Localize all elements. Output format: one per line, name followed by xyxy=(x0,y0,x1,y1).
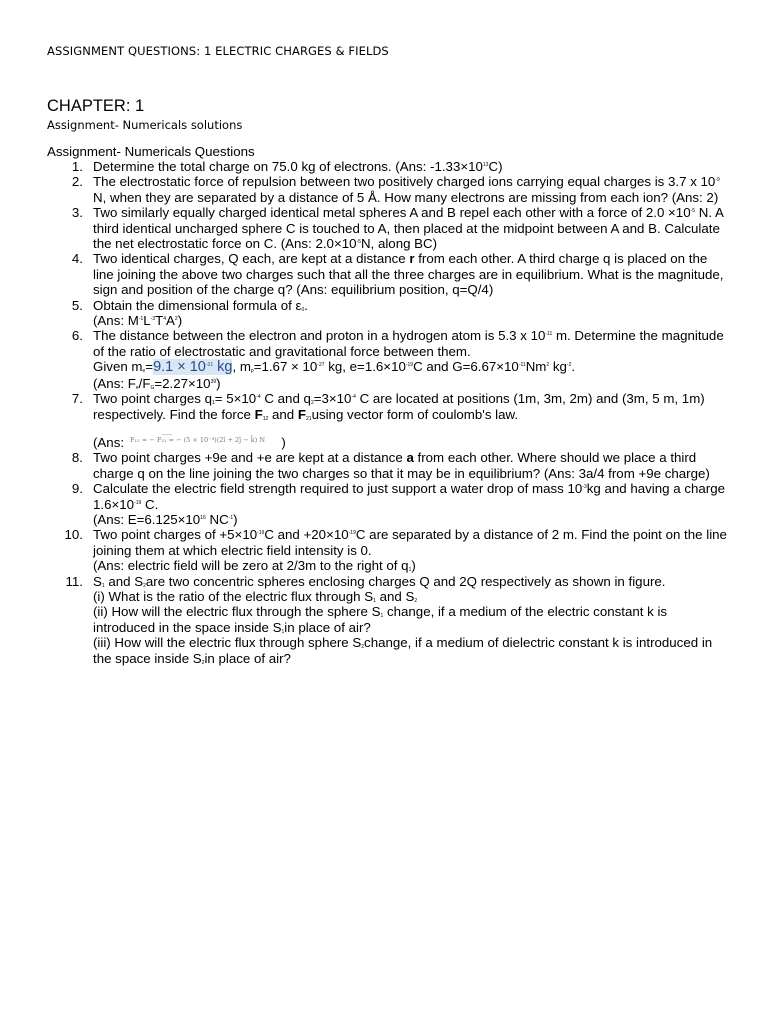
question-8: 8. Two point charges +9e and +e are kept at a distance a from each other. Where should we place a third charge q on the line joining the two charges so that it may be in equilibrium? (Ans: 3a/4 from +9e charge) xyxy=(47,450,727,481)
chapter-title: CHAPTER: 1 xyxy=(47,97,145,115)
question-6: 6. The distance between the electron and proton in a hydrogen atom is 5.3 x $10^{-11}$ m. Determine the magnitude of the ratio of electrostatic and gravitational force between them. Given $m_e=9.1 \times 10^{-31}$ kg, $m_p=1.67 \times 10^{-27}$ kg, $e=1.6\times 10^{-19}C$ and $G=6.67\times 10^{-11}Nm^2$ $kg^{-2}$. (Ans: $F_e/F_G=2.27\times 10^{39}$) xyxy=(47,328,727,391)
sub-question-iii: (iii) How will the electric flux through sphere $S_2change$, if a medium of dielectric constant k is introduced in the space inside $S_2in$ place of air? xyxy=(93,635,713,666)
question-number: 1. xyxy=(71,159,83,174)
subtitle: Assignment- Numericals solutions xyxy=(47,118,243,132)
question-number: 5. xyxy=(71,297,83,313)
given-values: Given $m_e=9.1 \times 10^{-31}$ kg, $m_p=1.67 \times 10^{-27}$ kg, $e=1.6\times 10^{-19}C$ and $G=6.67\times 10^{-11}Nm^2$ $kg^{-2}$. xyxy=(93,359,576,376)
answer: (Ans: electric field will be zero at 2/3m to the right of $q_1$) xyxy=(93,558,416,574)
question-1: 1. Determine the total charge on 75.0 kg of electrons. (Ans: $-1.33\times 10^{13}C$) xyxy=(47,159,727,174)
question-5: 5. Obtain the dimensional formula of $\varepsilon_0$. (Ans: $M^{-1}L^{-3}T^4A^2$) xyxy=(47,298,727,329)
question-number: 3. xyxy=(71,205,83,221)
section-heading: Assignment- Numericals Questions xyxy=(47,144,255,159)
question-3: 3. Two similarly equally charged identical metal spheres A and B repel each other with a force of $2.0 \times 10^{-5}$ N. A third identical uncharged sphere C is touched to A, then placed at the midpoint between A and B. Calculate the net electrostatic force on C. (Ans: $2.0\times 10^{-5}N$, along BC) xyxy=(47,205,727,251)
question-number: 8. xyxy=(71,450,83,466)
question-number: 7. xyxy=(71,391,83,407)
answer: (Ans: $F_e/F_G=2.27\times 10^{39}$) xyxy=(93,375,221,391)
question-10: 10. Two point charges of $+5\times 10^{-19}C$ and $+20\times 10^{-19}C$ are separated by a distance of 2 m. Find the point on the line joining them at which electric field intensity is 0. (Ans: electric field will be zero at 2/3m to the right of $q_1$) xyxy=(47,527,727,573)
sub-question-i: (i) What is the ratio of the electric flux through $S_1$ and $S_2$ xyxy=(93,588,418,604)
question-number: 2. xyxy=(71,174,83,190)
highlighted-text: $9.1 \times 10^{-31}$ kg xyxy=(153,359,233,376)
question-number: 4. xyxy=(71,251,83,267)
page-header: ASSIGNMENT QUESTIONS: 1 ELECTRIC CHARGES & FIELDS xyxy=(47,44,389,58)
question-number: 11. xyxy=(65,573,83,589)
answer: (Ans: $M^{-1}L^{-3}T^4A^2$) xyxy=(93,313,183,329)
question-list xyxy=(47,159,727,666)
question-7: 7. Two point charges $q_1= 5\times 10^{-4}$ C and $q_2=3\times 10^{-4}$ C are located at positions (1m, 3m, 2m) and (3m, 5 m, 1m) respectively. Find the force $F_{12}$ and $F_{21}using$ vector form of coulomb's law. (Ans: F₁₂ = − F₂₁ = − (5 × 10⁻³)(2î + 2ĵ − k̂) N ) xyxy=(47,391,727,450)
question-number: 10. xyxy=(64,527,83,543)
sub-question-ii: (ii) How will the electric flux through the sphere $S_1$ change, if a medium of the electric constant k is introduced in the space inside $S_1in$ place of air? xyxy=(93,604,668,635)
question-number: 6. xyxy=(71,328,83,344)
question-number: 9. xyxy=(71,481,83,497)
answer: (Ans: F₁₂ = − F₂₁ = − (5 × 10⁻³)(2î + 2ĵ − k̂) N ) xyxy=(93,422,286,450)
question-9: 9. Calculate the electric field strength required to just support a water drop of mass $10^{-3}kg$ and having a charge $1.6\times 10^{-19}$ C. (Ans: $E=6.125\times 10^{16}$ $NC^{-1}$) xyxy=(47,481,727,527)
question-2: 2. The electrostatic force of repulsion between two positively charged ions carrying equal charges is 3.7 x $10^{-9}$ N, when they are separated by a distance of 5 Å. How many electrons are missing from each ion? (Ans: 2) xyxy=(47,174,727,205)
answer: (Ans: $E=6.125\times 10^{16}$ $NC^{-1}$) xyxy=(93,511,238,527)
question-11: 11. $S_1$ and $S_2are$ two concentric spheres enclosing charges Q and 2Q respectively as shown in figure. (i) What is the ratio of the electric flux through $S_1$ and $S_2$ (ii) How will the electric flux through the sphere $S_1$ change, if a medium of the electric constant k is introduced in the space inside $S_1in$ place of air? (iii) How will the electric flux through sphere $S_2change$, if a medium of dielectric constant k is introduced in the space inside $S_2in$ place of air? xyxy=(47,574,727,666)
question-4: 4. Two identical charges, Q each, are kept at a distance r from each other. A third charge q is placed on the line joining the above two charges such that all the three charges are in equilibrium. What is the magnitude, sign and position of the charge q? (Ans: equilibrium position, q=Q/4) xyxy=(47,251,727,297)
formula-image xyxy=(128,432,278,446)
svg-text:F₁₂ = − F₂₁ = − (5 × 10⁻³)(2î: F₁₂ = − F₂₁ = − (5 × 10⁻³)(2î + 2ĵ − k̂) N xyxy=(129,435,265,444)
